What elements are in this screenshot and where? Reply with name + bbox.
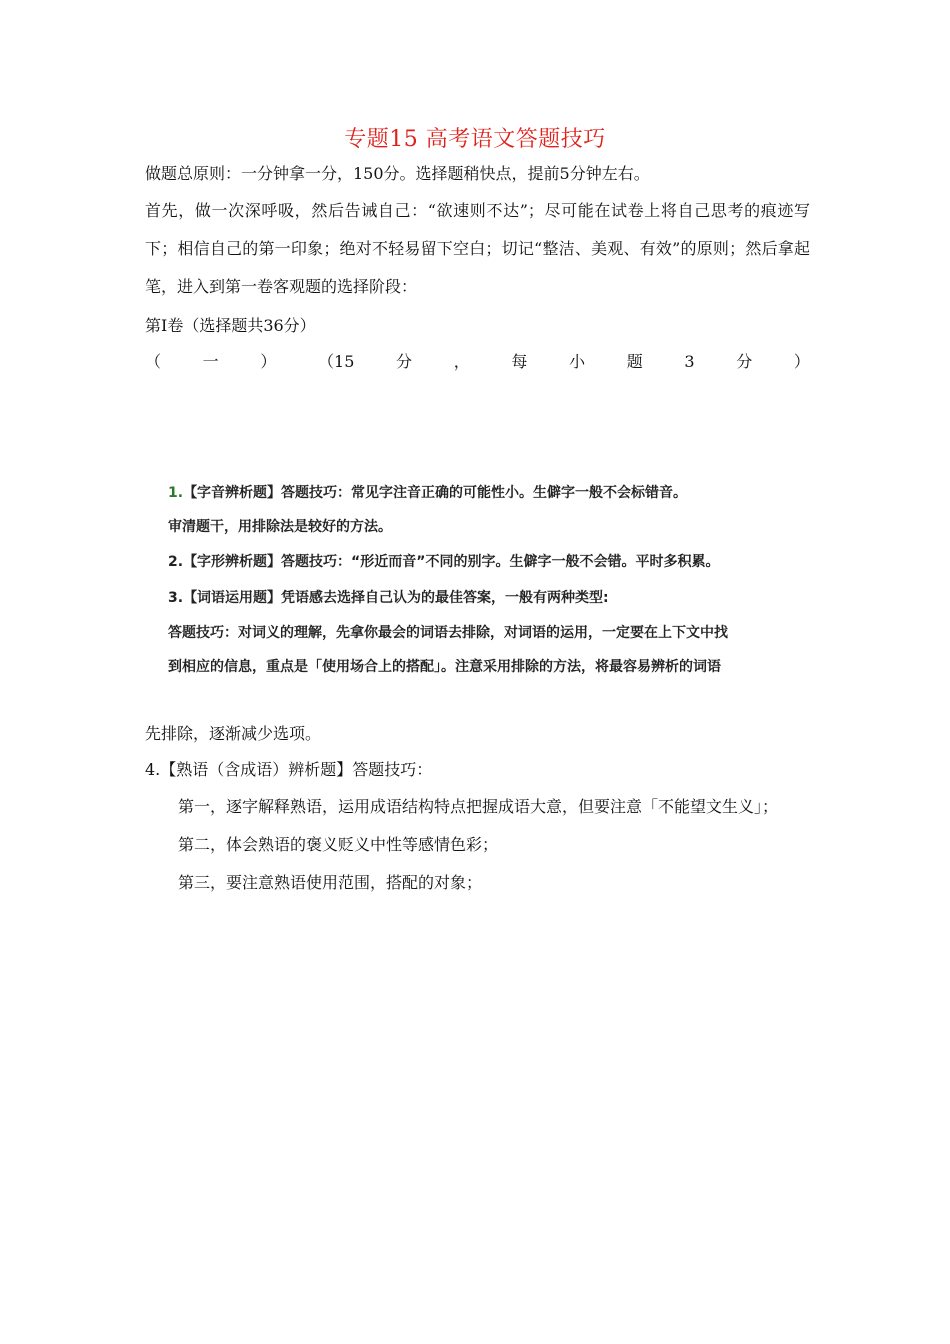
sub-section-token: ）	[260, 352, 277, 371]
point-3: 第三，要注意熟语使用范围，搭配的对象；	[178, 873, 483, 892]
continuation-paragraph: 先排除，逐渐减少选项。	[145, 724, 322, 743]
item-1-continued: 审清题干，用排除法是较好的方法。	[168, 519, 392, 535]
sub-section-token: ）	[793, 352, 810, 371]
point-2: 第二，体会熟语的褒义贬义中性等感情色彩；	[178, 835, 499, 854]
item-number: 3.	[168, 590, 184, 606]
sub-section-token: ，	[453, 352, 470, 371]
sub-section-token: 题	[626, 352, 643, 371]
item-2	[168, 551, 828, 571]
sub-section-token: 3	[684, 352, 695, 371]
point-1: 第一，逐字解释熟语，运用成语结构特点把握成语大意，但要注意「不能望文生义」；	[178, 797, 779, 816]
item-text: 【词语运用题】凭语感去选择自己认为的最佳答案，一般有两种类型:	[183, 590, 609, 606]
item-text: 【字形辨析题】答题技巧：“形近而音”不同的别字。生僻字一般不会错。平时多积累。	[183, 554, 720, 570]
item-number: 2.	[168, 554, 184, 570]
sub-section-token: 一	[202, 352, 219, 371]
sub-section-token: （	[145, 352, 162, 371]
item-number: 1.	[168, 485, 184, 501]
sub-section-token: （15	[318, 352, 355, 371]
sub-section-token: 小	[569, 352, 586, 371]
sub-section-token: 每	[511, 352, 528, 371]
item-3-tip-line-2: 到相应的信息，重点是「使用场合上的搭配」。注意采用排除的方法，将最容易辨析的词语	[168, 659, 721, 675]
item-text: 【字音辨析题】答题技巧：常见字注音正确的可能性小。生僻字一般不会标错音。	[183, 485, 688, 501]
sub-section-token: 分	[396, 352, 413, 371]
page-title: 专题15 高考语文答题技巧	[344, 127, 606, 152]
section-heading: 第Ⅰ卷（选择题共36分）	[145, 316, 316, 335]
sub-section-token: 分	[736, 352, 753, 371]
principle-paragraph: 做题总原则：一分钟拿一分，150分。选择题稍快点，提前5分钟左右。	[145, 164, 650, 183]
item-1	[168, 482, 828, 502]
item-3	[168, 587, 828, 607]
sub-section-heading	[145, 343, 810, 381]
intro-paragraph: 首先，做一次深呼吸，然后告诫自己：“欲速则不达”；尽可能在试卷上将自己思考的痕迹写下；相信自己的第一印象；绝对不轻易留下空白；切记“整洁、美观、有效”的原则；然后拿起笔，进入到第一卷客观题的选择阶段：	[145, 201, 810, 296]
item-4-heading: 4.【熟语（含成语）辨析题】答题技巧：	[145, 760, 433, 779]
item-3-tip-line-1: 答题技巧：对词义的理解，先拿你最会的词语去排除，对词语的运用，一定要在上下文中找	[168, 625, 728, 641]
